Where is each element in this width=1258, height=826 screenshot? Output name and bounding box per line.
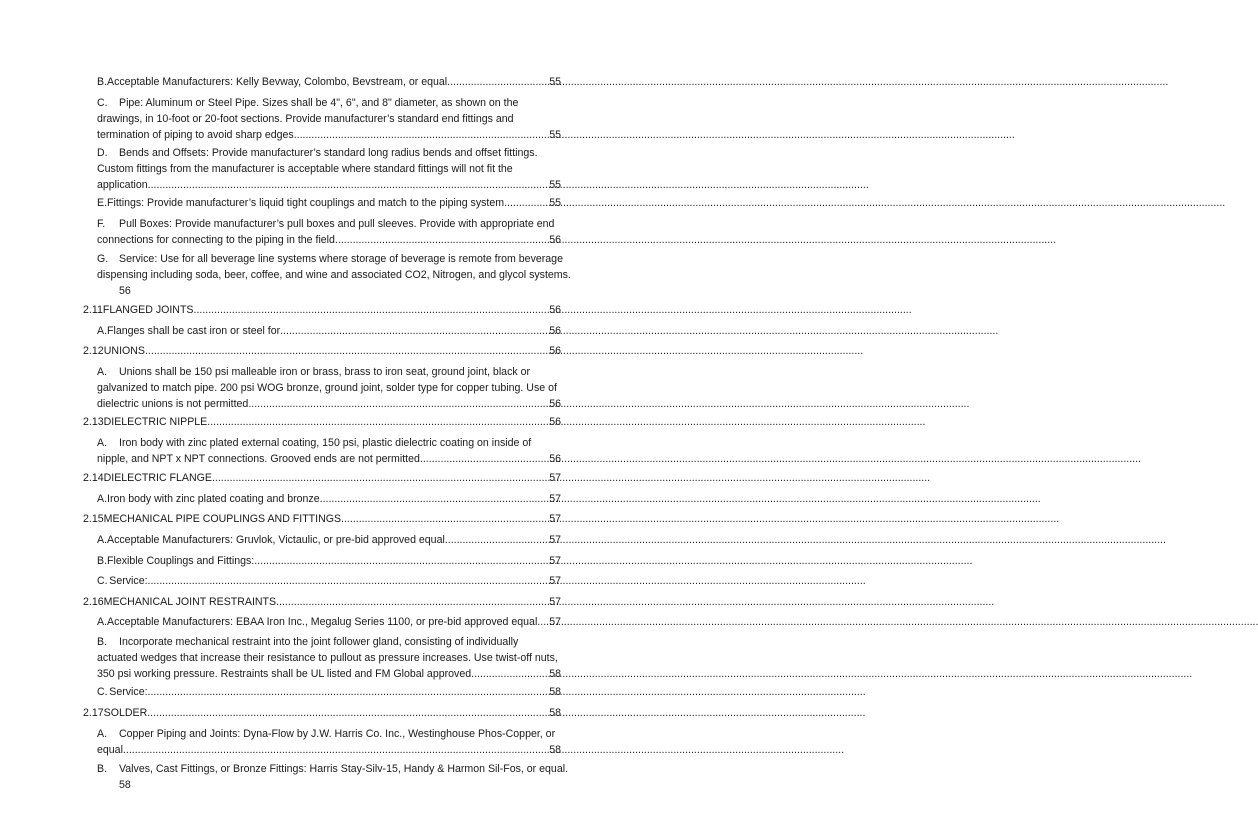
- toc-entry-line: [97, 573, 561, 589]
- toc-entry-line: [97, 684, 561, 700]
- toc-page-number: 56: [549, 304, 561, 316]
- toc-entry-line: [97, 491, 561, 507]
- toc-entry-line: [97, 145, 561, 161]
- toc-entry-line: [97, 232, 561, 248]
- toc-item-entry[interactable]: [97, 145, 561, 193]
- toc-entry-line: [97, 195, 561, 211]
- toc-section-entry[interactable]: [83, 594, 561, 610]
- dot-leader: [148, 684, 549, 700]
- dot-leader: [276, 594, 548, 610]
- toc-entry-text: Valves, Cast Fittings, or Bronze Fittings: Harris Stay-Silv-15, Handy & Harmon Sil-Fos, or equal.: [119, 763, 569, 775]
- toc-entry-line: [97, 216, 561, 232]
- toc-entry-text: Pipe: Aluminum or Steel Pipe. Sizes shall be 4", 6", and 8" diameter, as shown on the: [119, 97, 519, 109]
- toc-entry-line: [97, 634, 561, 650]
- dot-leader: [254, 553, 548, 569]
- toc-entry-line: [97, 177, 561, 193]
- toc-entry-text: actuated wedges that increase their resistance to pullout as pressure increases. Use twist-off nuts,: [97, 652, 558, 664]
- toc-entry-line: [97, 435, 561, 451]
- toc-entry-number: A.: [97, 616, 108, 628]
- toc-entry-number: A.: [97, 437, 108, 449]
- toc-entry-line: [83, 511, 561, 527]
- toc-page-number: 57: [549, 596, 561, 608]
- toc-entry-number: A.: [97, 493, 108, 505]
- toc-page-number: 55: [549, 76, 561, 88]
- toc-section-entry[interactable]: [83, 470, 561, 486]
- toc-entry-text: Flanges shall be cast iron or steel for: [107, 325, 281, 337]
- toc-page-number: 58: [549, 686, 561, 698]
- toc-entry-line: [97, 553, 561, 569]
- toc-item-entry[interactable]: [97, 364, 561, 412]
- toc-entry-text: Custom fittings from the manufacturer is acceptable where standard fittings will not fit the: [97, 163, 513, 175]
- toc-item-entry[interactable]: [97, 435, 561, 467]
- toc-item-entry[interactable]: [97, 216, 561, 248]
- toc-item-entry[interactable]: [97, 491, 561, 507]
- toc-entry-line: [83, 470, 561, 486]
- toc-entry-text: Flexible Couplings and Fittings:: [107, 555, 255, 567]
- toc-page-number: 57: [549, 513, 561, 525]
- toc-item-entry[interactable]: [97, 323, 561, 339]
- toc-entry-line: [83, 705, 561, 721]
- toc-page-number: 57: [549, 534, 561, 546]
- toc-entry-text: galvanized to match pipe. 200 psi WOG bronze, ground joint, solder type for copper tubing. Use of: [97, 382, 557, 394]
- toc-entry-text: Service:: [109, 686, 148, 698]
- dot-leader: [151, 177, 549, 193]
- dot-leader: [148, 573, 549, 589]
- toc-page-line: [97, 283, 561, 299]
- toc-entry-line: [97, 761, 569, 777]
- toc-entry-text: Iron body with zinc plated external coating, 150 psi, plastic dielectric coating on inside of: [119, 437, 532, 449]
- toc-entry-text: Fittings: Provide manufacturer’s liquid tight couplings and match to the piping system.: [107, 197, 508, 209]
- toc-entry-line: [97, 74, 561, 90]
- dot-leader: [338, 232, 548, 248]
- toc-entry-text: nipple, and NPT x NPT connections. Grooved ends are not permitted.: [97, 453, 423, 465]
- toc-page-number: 55: [549, 179, 561, 191]
- toc-entry-number: 2.17: [83, 707, 104, 719]
- toc-entry-line: [97, 532, 561, 548]
- toc-entry-text: connections for connecting to the piping in the field.: [97, 234, 338, 246]
- toc-item-entry[interactable]: [97, 726, 561, 758]
- toc-item-entry[interactable]: [97, 95, 561, 143]
- toc-entry-number: B.: [97, 555, 108, 567]
- toc-entry-line: [83, 343, 561, 359]
- toc-entry-number: A.: [97, 534, 108, 546]
- dot-leader: [207, 414, 548, 430]
- toc-item-entry[interactable]: [97, 74, 561, 90]
- toc-entry-line: [83, 594, 561, 610]
- toc-item-entry[interactable]: [97, 761, 569, 793]
- toc-item-entry[interactable]: [97, 684, 561, 700]
- toc-page-number: 58: [119, 779, 131, 791]
- toc-entry-number: G.: [97, 253, 109, 265]
- toc-entry-number: F.: [97, 218, 106, 230]
- toc-entry-text: MECHANICAL JOINT RESTRAINTS: [103, 596, 277, 608]
- toc-page-number: 57: [549, 575, 561, 587]
- dot-leader: [194, 302, 549, 318]
- toc-entry-line: [97, 127, 561, 143]
- toc-entry-line: [97, 95, 561, 111]
- dot-leader: [341, 511, 548, 527]
- toc-entry-text: FLANGED JOINTS: [102, 304, 194, 316]
- toc-page-number: 56: [549, 345, 561, 357]
- toc-entry-text: equal.: [97, 744, 126, 756]
- toc-item-entry[interactable]: [97, 553, 561, 569]
- toc-entry-line: [97, 650, 561, 666]
- toc-entry-text: Acceptable Manufacturers: Kelly Bevway, Colombo, Bevstream, or equal.: [107, 76, 451, 88]
- toc-entry-text: Incorporate mechanical restraint into the joint follower gland, consisting of individually: [119, 636, 519, 648]
- toc-entry-number: B.: [97, 76, 108, 88]
- toc-entry-number: 2.12: [83, 345, 104, 357]
- toc-entry-line: [97, 364, 561, 380]
- toc-entry-line: [83, 414, 561, 430]
- toc-entry-number: A.: [97, 728, 108, 740]
- dot-leader: [507, 195, 548, 211]
- toc-entry-text: UNIONS: [103, 345, 145, 357]
- toc-page-number: 56: [549, 325, 561, 337]
- toc-entry-number: B.: [97, 763, 108, 775]
- toc-entry-text: Service: Use for all beverage line systems where storage of beverage is remote from beverage: [119, 253, 563, 265]
- toc-section-entry[interactable]: [83, 511, 561, 527]
- toc-entry-text: 350 psi working pressure. Restraints shall be UL listed and FM Global approved.: [97, 668, 475, 680]
- dot-leader: [145, 343, 548, 359]
- toc-section-entry[interactable]: [83, 705, 561, 721]
- dot-leader: [280, 323, 548, 339]
- toc-page-number: 56: [549, 453, 561, 465]
- dot-leader: [212, 470, 548, 486]
- toc-entry-text: dispensing including soda, beer, coffee, and wine and associated CO2, Nitrogen, and glycol systems.: [97, 269, 571, 281]
- toc-entry-text: MECHANICAL PIPE COUPLINGS AND FITTINGS: [103, 513, 342, 525]
- toc-item-entry[interactable]: [97, 614, 561, 630]
- toc-entry-text: SOLDER: [103, 707, 148, 719]
- toc-entry-number: E.: [97, 197, 108, 209]
- toc-entry-number: 2.14: [83, 472, 104, 484]
- toc-entry-line: [97, 726, 561, 742]
- toc-entry-text: DIELECTRIC NIPPLE: [103, 416, 208, 428]
- toc-entry-line: [97, 614, 561, 630]
- toc-item-entry[interactable]: [97, 195, 561, 211]
- toc-page-number: 55: [549, 197, 561, 209]
- toc-page-number: 57: [549, 472, 561, 484]
- dot-leader: [147, 705, 548, 721]
- toc-entry-line: [97, 380, 561, 396]
- toc-entry-text: Copper Piping and Joints: Dyna-Flow by J.W. Harris Co. Inc., Westinghouse Phos-Copper, or: [119, 728, 556, 740]
- toc-entry-number: A.: [97, 366, 108, 378]
- toc-page-number: 56: [549, 234, 561, 246]
- toc-item-entry[interactable]: [97, 573, 561, 589]
- toc-page-number: 56: [549, 416, 561, 428]
- toc-entry-number: C.: [97, 97, 108, 109]
- toc-entry-number: 2.16: [83, 596, 104, 608]
- dot-leader: [450, 74, 548, 90]
- dot-leader: [474, 666, 548, 682]
- toc-page-number: 56: [119, 285, 131, 297]
- toc-entry-line: [97, 323, 561, 339]
- toc-entry-text: Acceptable Manufacturers: Gruvlok, Victaulic, or pre-bid approved equal.: [107, 534, 448, 546]
- toc-entry-number: 2.15: [83, 513, 104, 525]
- toc-entry-number: B.: [97, 636, 108, 648]
- toc-entry-number: 2.13: [83, 416, 104, 428]
- toc-page-number: 57: [549, 616, 561, 628]
- dot-leader: [251, 396, 548, 412]
- toc-page-number: 57: [549, 555, 561, 567]
- toc-page-number: 57: [549, 493, 561, 505]
- toc-item-entry[interactable]: [97, 532, 561, 548]
- toc-entry-text: Iron body with zinc plated coating and bronze.: [107, 493, 323, 505]
- toc-section-entry[interactable]: [83, 414, 561, 430]
- dot-leader: [448, 532, 548, 548]
- toc-entry-line: [97, 396, 561, 412]
- toc-page-number: 58: [549, 744, 561, 756]
- dot-leader: [540, 614, 548, 630]
- toc-entry-number: D.: [97, 147, 108, 159]
- toc-entry-text: Unions shall be 150 psi malleable iron or brass, brass to iron seat, ground joint, black or: [119, 366, 531, 378]
- toc-entry-text: Pull Boxes: Provide manufacturer’s pull boxes and pull sleeves. Provide with appropriate end: [119, 218, 555, 230]
- dot-leader: [423, 451, 548, 467]
- toc-entry-line: [97, 251, 561, 267]
- toc-entry-text: Service:: [109, 575, 148, 587]
- toc-page-number: 55: [549, 129, 561, 141]
- toc-entry-number: 2.11: [83, 304, 103, 316]
- toc-section-entry[interactable]: [83, 343, 561, 359]
- toc-entry-text: drawings, in 10-foot or 20-foot sections. Provide manufacturer’s standard end fittings and: [97, 113, 514, 125]
- toc-entry-text: termination of piping to avoid sharp edges.: [97, 129, 297, 141]
- toc-entry-number: C.: [97, 686, 108, 698]
- toc-entry-text: application.: [97, 179, 151, 191]
- toc-entry-number: A.: [97, 325, 108, 337]
- toc-entry-line: [97, 742, 561, 758]
- dot-leader: [323, 491, 549, 507]
- toc-entry-line: [97, 111, 561, 127]
- toc-entry-text: Bends and Offsets: Provide manufacturer’s standard long radius bends and offset fittings.: [119, 147, 538, 159]
- toc-page-number: 56: [549, 398, 561, 410]
- toc-entry-line: [97, 451, 561, 467]
- toc-page-line: [97, 777, 561, 793]
- toc-page-number: 58: [549, 668, 561, 680]
- toc-entry-line: [97, 161, 561, 177]
- toc-entry-text: dielectric unions is not permitted.: [97, 398, 252, 410]
- dot-leader: [297, 127, 549, 143]
- toc-item-entry[interactable]: [97, 634, 561, 682]
- toc-entry-line: [83, 302, 561, 318]
- toc-section-entry[interactable]: [83, 302, 561, 318]
- toc-entry-number: C.: [97, 575, 108, 587]
- toc-entry-line: [97, 666, 561, 682]
- toc-page-number: 58: [549, 707, 561, 719]
- toc-entry-text: DIELECTRIC FLANGE: [103, 472, 212, 484]
- toc-entry-line: [97, 267, 571, 283]
- toc-entry-text: Acceptable Manufacturers: EBAA Iron Inc., Megalug Series 1100, or pre-bid approved equal.: [107, 616, 541, 628]
- dot-leader: [126, 742, 548, 758]
- toc-item-entry[interactable]: [97, 251, 571, 299]
